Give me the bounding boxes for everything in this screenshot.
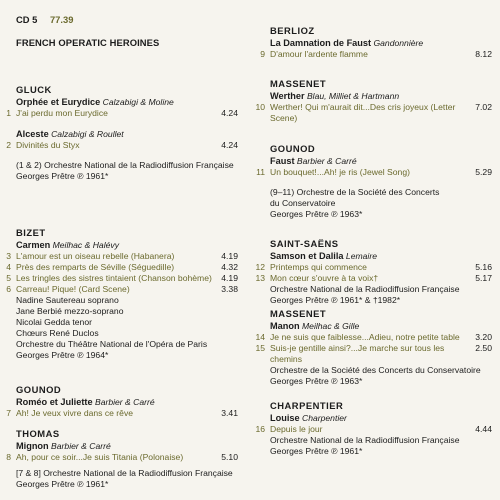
performer-note: (1 & 2) Orchestre National de la Radiodiffusion Française <box>16 160 234 170</box>
performer-note: Georges Prêtre ℗ 1961* & †1982* <box>270 295 401 305</box>
performer-note: (9–11) Orchestre de la Société des Concerts <box>270 187 440 197</box>
cd-number: CD 5 <box>16 14 38 25</box>
track-row: 14 Je ne suis que faiblesse...Adieu, notre petite table 3.20 <box>255 332 492 342</box>
track-row: 6 Carreau! Pique! (Card Scene) 3.38 <box>6 284 238 294</box>
work-title: Faust Barbier & Carré <box>270 156 357 166</box>
work-title: Samson et Dalila Lemaire <box>270 251 377 261</box>
work-title: Carmen Meilhac & Halévy <box>16 240 119 250</box>
work-title: Werther Blau, Milliet & Hartmann <box>270 91 400 101</box>
performer-note: du Conservatoire <box>270 198 336 208</box>
work-title: Orphée et Eurydice Calzabigi & Moline <box>16 97 174 107</box>
composer-name: GOUNOD <box>16 384 62 395</box>
work-title: La Damnation de Faust Gandonnière <box>270 38 424 48</box>
massenet-werther-section <box>254 78 500 124</box>
performer-note: Nadine Sautereau soprano <box>16 295 119 305</box>
composer-name: GLUCK <box>16 84 52 95</box>
gluck-section <box>0 84 246 182</box>
bizet-section <box>0 227 246 361</box>
performer-note: Chœurs René Duclos <box>16 328 99 338</box>
work-title: Manon Meilhac & Gille <box>270 321 360 331</box>
performer-note: Jane Berbié mezzo-soprano <box>16 306 124 316</box>
composer-name: MASSENET <box>270 78 327 89</box>
track-row: 4 Près des remparts de Séville (Séguedille) 4.32 <box>6 262 238 272</box>
disc-title: FRENCH OPERATIC HEROINES <box>16 37 160 48</box>
performer-note: Nicolai Gedda tenor <box>16 317 92 327</box>
composer-name: GOUNOD <box>270 143 316 154</box>
cd-header <box>16 14 83 25</box>
performer-note: Orchestre National de la Radiodiffusion Française <box>270 284 460 294</box>
composer-name: THOMAS <box>16 428 60 439</box>
performer-note: Georges Prêtre ℗ 1961* <box>270 446 363 456</box>
massenet-manon-section <box>254 308 500 387</box>
charpentier-section <box>254 400 500 457</box>
track-row: 5 Les tringles des sistres tintaient (Chanson bohème) 4.19 <box>6 273 238 283</box>
work-title: Roméo et Juliette Barbier & Carré <box>16 397 155 407</box>
track-row: 13 Mon cœur s'ouvre à ta voix† 5.17 <box>255 273 492 283</box>
work-title: Alceste Calzabigi & Roullet <box>16 129 124 139</box>
performer-note: Georges Prêtre ℗ 1964* <box>16 350 109 360</box>
composer-name: BIZET <box>16 227 46 238</box>
track-row: 3 L'amour est un oiseau rebelle (Habanera) 4.19 <box>6 251 238 261</box>
performer-note: [7 & 8] Orchestre National de la Radiodiffusion Française <box>16 468 233 478</box>
performer-note: Orchestre du Théâtre National de l'Opéra de Paris <box>16 339 208 349</box>
work-title: Mignon Barbier & Carré <box>16 441 111 451</box>
track-row: 12 Printemps qui commence 5.16 <box>255 262 492 272</box>
gounod-section <box>0 384 246 419</box>
track-row: 16 Depuis le jour 4.44 <box>255 424 492 434</box>
composer-name: CHARPENTIER <box>270 400 344 411</box>
track-row: 15 Suis-je gentille ainsi?...Je marche sur tous les chemins 2.50 <box>255 343 492 364</box>
performer-note: Georges Prêtre ℗ 1963* <box>270 209 363 219</box>
composer-name: BERLIOZ <box>270 25 315 36</box>
track-row: 11 Un bouquet!...Ah! je ris (Jewel Song) 5.29 <box>256 167 492 177</box>
track-row: 2 Divinités du Styx 4.24 <box>6 140 238 150</box>
track-row: 7 Ah! Je veux vivre dans ce rêve 3.41 <box>6 408 238 418</box>
cd-duration: 77.39 <box>49 14 74 25</box>
thomas-section <box>0 428 246 490</box>
work-title: Louise Charpentier <box>270 413 347 423</box>
berlioz-section <box>254 25 500 60</box>
track-row: 10 Werther! Qui m'aurait dit...Des cris joyeux (Letter Scene) 7.02 <box>255 102 492 123</box>
composer-name: SAINT-SAËNS <box>270 238 339 249</box>
gounod-faust-section <box>254 143 500 220</box>
saint-saens-section <box>254 238 500 306</box>
track-row: 1 J'ai perdu mon Eurydice 4.24 <box>6 108 238 118</box>
performer-note: Georges Prêtre ℗ 1961* <box>16 171 109 181</box>
composer-name: MASSENET <box>270 308 327 319</box>
performer-note: Orchestre National de la Radiodiffusion Française <box>270 435 460 445</box>
performer-note: Georges Prêtre ℗ 1963* <box>270 376 363 386</box>
track-row: 9 D'amour l'ardente flamme 8.12 <box>260 49 492 59</box>
performer-note: Orchestre de la Société des Concerts du Conservatoire <box>270 365 481 375</box>
performer-note: Georges Prêtre ℗ 1961* <box>16 479 109 489</box>
track-row: 8 Ah, pour ce soir...Je suis Titania (Polonaise) 5.10 <box>6 452 238 462</box>
